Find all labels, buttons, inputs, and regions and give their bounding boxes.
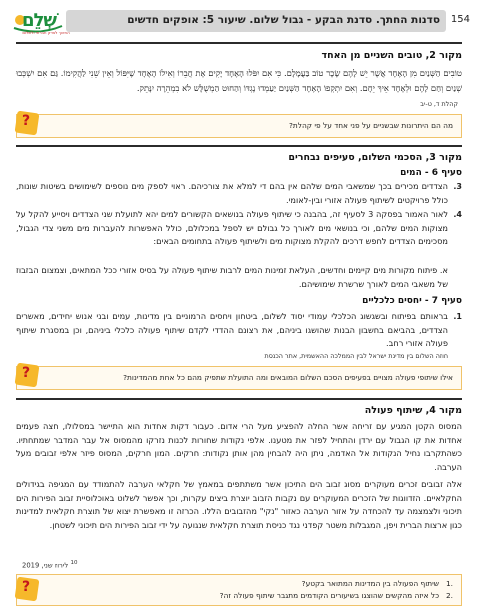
- item-number: .4: [453, 210, 462, 219]
- article6-title: סעיף 6 - המים: [400, 168, 462, 178]
- source4-question2: כל איזה מהקשים שהוצגו בשיעורים הקודמים מתגבר שיתוף פעולה זה?: [219, 591, 439, 600]
- question-mark-icon: ?: [14, 362, 40, 388]
- source2-question-box: [16, 114, 462, 138]
- source4-citation-text: לירוז שני, 2019: [22, 561, 69, 570]
- article6-item4: לאור האמור בפסקה 3 לסעיף זה, בהבנה כי שיתוף פעולה בנושאים הקשורים למים יהא לתועלת שני הצדדים ויסייע להקל על מצוקות המים שלהם, וכי בנושאי מים לאורך כל גבולם יש לספל במכלולם, כולל האפשרות להעברות מים משני צדי הגבול, מסכימים הצדדים לחפש דרכים להקלת מצוקות מים ולשיתוף פעולה בתחומים הבאים:: [16, 209, 449, 247]
- source2-title: מקור 2, טובים השניים מן האחד: [321, 50, 462, 61]
- logo-text: שְׁלֵם: [22, 10, 57, 31]
- article6-item3: הצדדים מכירים בכך שמשאבי המים שלהם אין בהם די למלא את צורכיהם. ראוי לספק מים נוספים לשימושים בשיטות שונות, כולל פרויקטים לשיתוף פעולה אזורי ובין-לאומי.: [16, 181, 448, 205]
- header: [0, 4, 480, 40]
- question-number: .1: [445, 579, 453, 588]
- question-mark-icon: ?: [14, 110, 40, 136]
- source4-question1: שיתוף הפעולה בין המדינות המתואר בקטע?: [301, 579, 439, 588]
- source2-text: טוֹבִים הַשְּׁנַיִם מִן הָאֶחָד אֲשֶׁר יֵשׁ לָהֶם שָׂכָר טוֹב בַּעֲמָלָם. כִּי אִם יִפֹּלוּ הָאֶחָד יָקִים אֶת חֲבֵרוֹ וְאִילוֹ הָאֶחָד שֶׁיִּפּוֹל וְאֵין שֵׁנִי לַהֲקִימוֹ. גַּם אִם יִשְׁכְּבוּ שְׁנַיִם וְחַם לָהֶם וּלְאֶחָד אֵיךְ יֵחָם. וְאִם יִתְקְפוֹ הָאֶחָד הַשְּׁנַיִם יַעַמְדוּ נֶגְדּוֹ וְהַחוּט הַמְשֻׁלָּשׁ לֹא בִמְהֵרָה יִנָּתֵק.: [16, 68, 462, 93]
- source3-title: מקור 3, הסכמי השלום, סעיפים נבחרים: [288, 152, 462, 163]
- source3-question: אילו שיתופי פעולה מצויים בפעיפים הסכם השלום המובאים ומה התועלת שתפיק מהם כל אחת מהמדינות?: [123, 373, 453, 382]
- source4-title: מקור 4, שיתוף פעולה: [364, 405, 462, 416]
- divider: [16, 398, 462, 400]
- article7-item1: בראותם בפיתוח ובשגשוג הכלכלי עמודי יסוד לשלום, ביטחון ויחסים הרמוניים בין מדינות, עמים ובני אנוש יחידים, מאשרים הצדדים, בהביאם בחשבון הבנות שהושגו ביניהם, את רצונם ההדדי לקדם שיתוף פעולה כלכלי ביניהם, וכן במסגרת שיתוף פעולה אזורי רחב.: [16, 311, 448, 349]
- article6-item4a: א. פיתוח מקורות מים קיימים וחדשים, העלאת זמינות המים לרבות שיתוף פעולה על בסיס אזורי ככל המתאים, וצמצום הבזבוז של משאבי המים לאורך שרשרת שימושיהם.: [16, 265, 448, 289]
- divider: [16, 145, 462, 147]
- article7-title: סעיף 7 - יחסים כלכליים: [362, 296, 462, 306]
- source2-citation: קהלת ד, ט-יב: [420, 100, 458, 108]
- source4-paragraph1: המסוס הקטן המגיע עם זריחה אשר החלה להפציע מעל הרי אדום. כעבור דקות אחדות הוא התיישר במסלולו, חצה פעמים אחדות את קו הגבול עם ירדן והתחיל לפזר את מטענו. אלפי נקודות שחורות לכנות נזרקו מהמסוס אל עבר המדבר שמתחתיו. כשהתקרבו נחיל הנקודות אל האדמה, ניתן היה להבחין מהן אותן נקודות: חרקים. המון חרקים, המסוס פיזר אלפי זבובים מעל הערבה.: [16, 421, 462, 472]
- logo: [10, 6, 70, 36]
- source3-footnote: חוזה השלום בין מדינת ישראל לבין הממלכה ההאשמית, אתר הכנסת: [264, 352, 448, 360]
- item-number: .1: [453, 312, 462, 321]
- divider: [16, 42, 462, 44]
- question-number: .2: [445, 591, 453, 600]
- header-title: סדנות החתך. סדנת הבקע - גבול שלום. שיעור 5: אופקים חדשים: [127, 14, 440, 26]
- page-number: 154: [450, 14, 470, 25]
- footnote-mark: 10: [70, 560, 78, 566]
- source4-paragraph2: אלה זבובים זכרים מעוקרים מסוג זבוב הים התיכון אשר משתתפים במאמץ של חקלאי הערבה להתמודד עם המגיפה בגידולים החקלאיים. הזדווגות של הזכרים המעוקרים עם נקבות הזבוב יוצרת ביצים עקרות, וכך אפשר לשלוט באוכלוסיית זבוב הפירות הים תיכוני ולצמצמה עד להכחדה על אזור הערבה כאזור "נקי" מהזבובים הללו. הכרזה זו מאפשרת יצוא של תוצרת חקלאית למדינות כגון ארצות הברית ויפן, המגבלות משטר קפדני נגד כניסת תוצרת חקלאית שנגועה על ידי זבוב הפירות הים תיכוני לשטחן.: [16, 479, 462, 530]
- source3-question-box: [16, 366, 462, 390]
- item-number: .3: [453, 182, 462, 191]
- logo-subtitle: החינוך לצדק חברתי ולשלום: [22, 30, 70, 35]
- source2-question: מה הם היתרונות שבשניים על פני אחד על פי קהלת?: [289, 121, 453, 130]
- source4-citation: [22, 560, 77, 569]
- question-mark-icon: ?: [14, 576, 40, 602]
- source4-question-box: [16, 574, 462, 606]
